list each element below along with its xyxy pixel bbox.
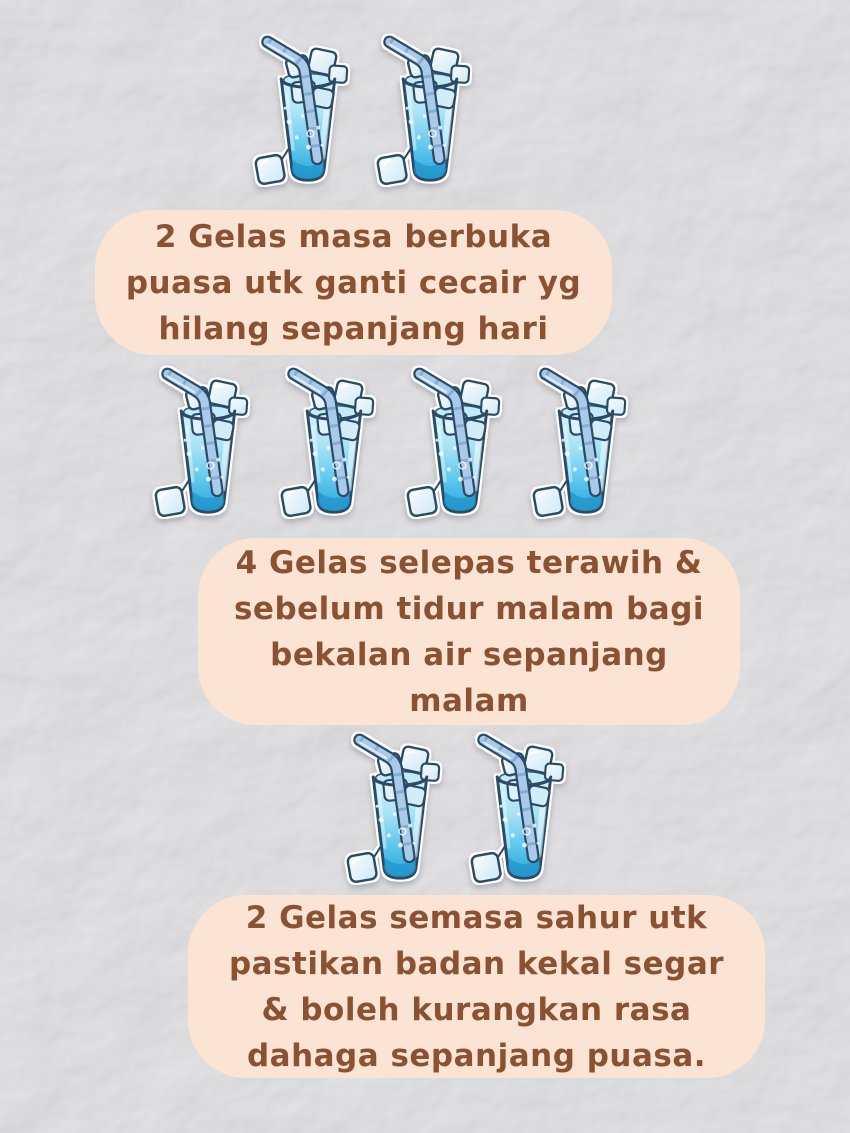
card-text-line: & boleh kurangkan rasa bbox=[261, 991, 692, 1028]
card-text-line: sebelum tidur malam bagi bbox=[233, 590, 705, 627]
card-text-line: pastikan badan kekal segar bbox=[228, 945, 725, 982]
water-glass-icon bbox=[152, 364, 264, 528]
card-text-line: 2 Gelas semasa sahur utk bbox=[245, 899, 708, 936]
card-text-line: bekalan air sepanjang bbox=[270, 636, 668, 673]
water-glass-icon bbox=[468, 730, 580, 894]
info-card-terawih bbox=[198, 538, 740, 725]
info-card-sahur bbox=[188, 895, 765, 1078]
glass-row-terawih bbox=[152, 364, 642, 528]
glass-row-berbuka bbox=[252, 32, 486, 196]
water-glass-icon bbox=[404, 364, 516, 528]
card-text-line: 2 Gelas masa berbuka bbox=[154, 218, 553, 255]
card-text-line: dahaga sepanjang puasa. bbox=[246, 1037, 707, 1074]
glass-row-sahur bbox=[344, 730, 580, 894]
water-glass-icon bbox=[530, 364, 642, 528]
card-text-line: 4 Gelas selepas terawih & bbox=[235, 544, 703, 581]
card-text-line: hilang sepanjang hari bbox=[158, 310, 549, 347]
water-glass-icon bbox=[252, 32, 364, 196]
info-card-berbuka bbox=[95, 210, 612, 355]
card-text-line: puasa utk ganti cecair yg bbox=[125, 264, 582, 301]
card-text-line: malam bbox=[409, 682, 529, 719]
water-glass-icon bbox=[374, 32, 486, 196]
water-glass-icon bbox=[344, 730, 456, 894]
water-glass-icon bbox=[278, 364, 390, 528]
